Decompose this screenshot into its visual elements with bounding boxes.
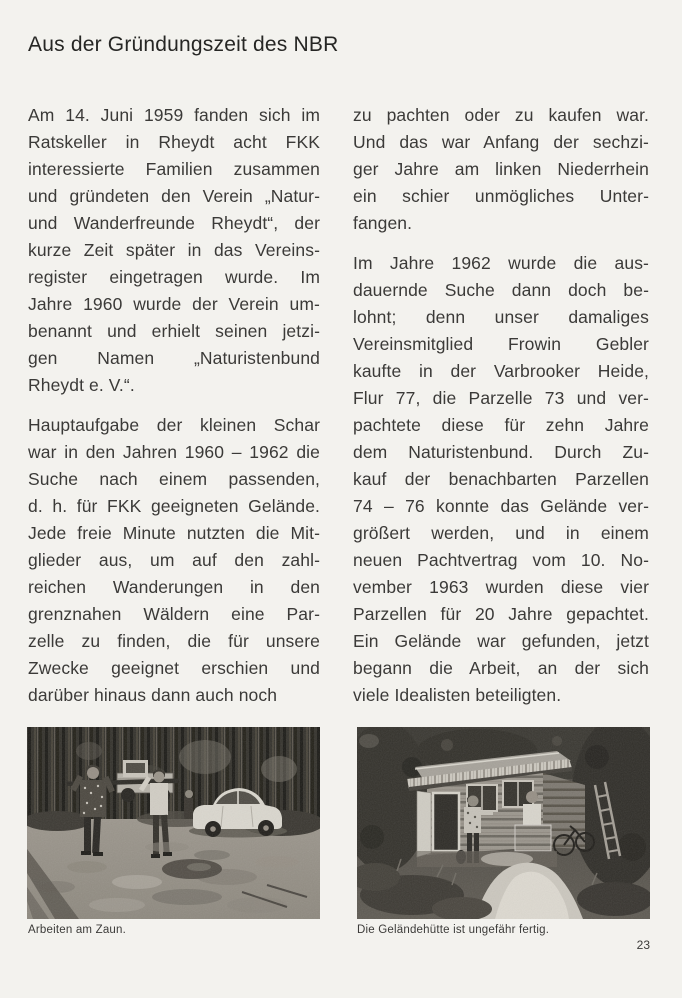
text-line: Flur 77, die Parzelle 73 und ver- <box>353 388 649 408</box>
fence-work-photo <box>27 727 320 919</box>
text-line: begann die Arbeit, an der sich <box>353 658 649 678</box>
text-line: Suche nach einem passenden, <box>28 469 320 489</box>
text-line: zelle zu finden, die für unsere <box>28 631 320 651</box>
text-line: dem Naturistenbund. Durch Zu- <box>353 442 649 462</box>
hut-photo <box>357 727 650 919</box>
text-line: Jahre 1960 wurde der Verein um- <box>28 294 320 314</box>
text-line: kaufte in der Varbrooker Heide, <box>353 361 649 381</box>
text-line: Hauptaufgabe der kleinen Schar <box>28 415 320 435</box>
text-line: grenznahen Wäldern eine Par- <box>28 604 320 624</box>
text-line: Jede freie Minute nutzten die Mit- <box>28 523 320 543</box>
text-line: interessierte Familien zusammen <box>28 159 320 179</box>
text-line: kurze Zeit später in das Vereins- <box>28 240 320 260</box>
text-line: kauf der benachbarten Parzellen <box>353 469 649 489</box>
text-line: Parzellen für 20 Jahre gepachtet. <box>353 604 649 624</box>
text-line: dauernde Suche dann doch be- <box>353 280 649 300</box>
text-line: viele Idealisten beteiligten. <box>353 685 562 705</box>
text-line: reichen Wanderungen in den <box>28 577 320 597</box>
text-line: register eingetragen wurde. Im <box>28 267 320 287</box>
text-line: war in den Jahren 1960 – 1962 die <box>28 442 320 462</box>
photo-left-figure <box>27 727 320 919</box>
photo-caption-right: Die Geländehütte ist ungefähr fertig. <box>357 924 550 936</box>
text-column-left <box>28 102 320 709</box>
text-line: gen Namen „Naturistenbund <box>28 348 320 368</box>
text-line: ein schier unmögliches Unter- <box>353 186 649 206</box>
paragraph <box>353 250 649 709</box>
paragraph <box>28 412 320 709</box>
page-title: Aus der Gründungszeit des NBR <box>28 33 339 56</box>
paragraph <box>353 102 649 237</box>
text-line: benannt und erhielt seinen jetzi- <box>28 321 320 341</box>
text-line: zu pachten oder zu kaufen war. <box>353 105 649 125</box>
text-line: neuen Pachtvertrag vom 10. No- <box>353 550 649 570</box>
page-number: 23 <box>636 938 650 952</box>
text-line: ger Jahre am linken Niederrhein <box>353 159 649 179</box>
text-line: 74 – 76 konnte das Gelände ver- <box>353 496 649 516</box>
text-line: Zwecke geeignet erschien und <box>28 658 320 678</box>
text-line: d. h. für FKK geeigneten Gelände. <box>28 496 320 516</box>
text-line: vember 1963 wurden diese vier <box>353 577 649 597</box>
text-line: Am 14. Juni 1959 fanden sich im <box>28 105 320 125</box>
text-line: darüber hinaus dann auch noch <box>28 685 278 705</box>
text-line: und Wanderfreunde Rheydt“, der <box>28 213 320 233</box>
text-line: fangen. <box>353 213 413 233</box>
text-line: glieder aus, um auf den zahl- <box>28 550 320 570</box>
text-line: Ratskeller in Rheydt acht FKK <box>28 132 320 152</box>
text-line: Im Jahre 1962 wurde die aus- <box>353 253 649 273</box>
text-line: Und das war Anfang der sechzi- <box>353 132 649 152</box>
paragraph <box>28 102 320 399</box>
text-line: größert werden, und in einem <box>353 523 649 543</box>
text-line: pachtete diese für zehn Jahre <box>353 415 649 435</box>
text-column-right <box>353 102 649 709</box>
text-line: und gründeten den Verein „Natur- <box>28 186 320 206</box>
photo-caption-left: Arbeiten am Zaun. <box>28 924 127 936</box>
text-line: lohnt; denn unser damaliges <box>353 307 649 327</box>
text-line: Vereinsmitglied Frowin Gebler <box>353 334 649 354</box>
photo-right-figure <box>357 727 650 919</box>
text-line: Rheydt e. V.“. <box>28 375 135 395</box>
text-line: Ein Gelände war gefunden, jetzt <box>353 631 649 651</box>
